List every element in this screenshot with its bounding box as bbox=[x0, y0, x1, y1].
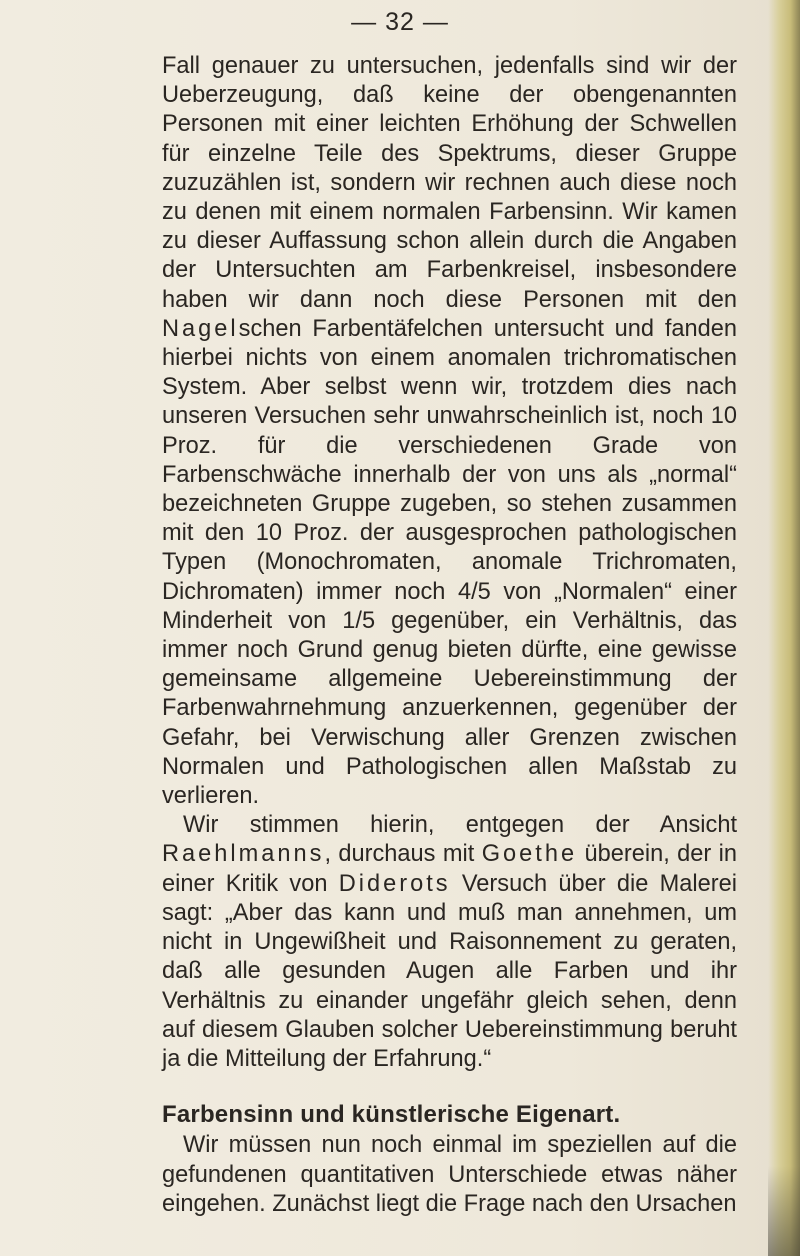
page-corner-shadow bbox=[768, 1166, 800, 1256]
name-raehlmann: Raehlmanns bbox=[162, 841, 325, 868]
page-edge-shadow bbox=[768, 0, 800, 1256]
fraction-one-fifth: 1/5 bbox=[342, 607, 376, 634]
name-goethe: Goethe bbox=[481, 841, 578, 868]
p1-part1: Fall genauer zu untersuchen, jedenfalls sind wir der Ueberzeugung, daß keine der obengenannten Personen mit einer leichten Erhöhung der Schwellen für einzelne Teile des Spektrums, dieser Gruppe zuzuzählen ist, sondern wir rechnen auch diese noch zu denen mit einem normalen Farbensinn. Wir kamen zu dieser Auffassung schon allein durch die Angaben der Untersuchten am Farbenkreisel, insbesondere haben wir dann noch diese Personen mit den bbox=[162, 53, 737, 313]
p2-part1: Wir stimmen hierin, entgegen der Ansicht bbox=[183, 812, 737, 839]
p2-part4: Versuch über die Malerei sagt: „Aber das kann und muß man annehmen, um nicht in Ungewißheit und Raisonnement zu geraten, daß alle gesunden Augen alle Farben und ihr Verhältnis zu einander ungefähr gleich sehen, denn auf diesem Glauben solcher Uebereinstimmung beruht ja die Mitteilung der Erfahrung.“ bbox=[162, 870, 737, 1072]
p1-part3: von „Normalen“ einer Minderheit von bbox=[162, 578, 737, 634]
body-text bbox=[162, 52, 737, 1219]
section-heading: Farbensinn und künstlerische Eigenart. bbox=[162, 1101, 621, 1129]
paragraph-3: Wir müssen nun noch einmal im speziellen auf die gefundenen quantitativen Unterschiede etwas näher eingehen. Zunächst liegt die Frage nach den Ursachen bbox=[162, 1132, 737, 1217]
fraction-four-fifths: 4/5 bbox=[458, 578, 491, 605]
paragraph-2 bbox=[162, 811, 737, 1074]
page-number: — 32 — bbox=[351, 8, 449, 36]
p1-part2: schen Farbentäfelchen untersucht und fanden hierbei nichts von einem anomalen trichromatischen System. Aber selbst wenn wir, trotzdem dies nach unseren Versuchen sehr unwahrscheinlich ist, noch 10 Proz. für die verschiedenen Grade von Farbenschwäche innerhalb der von uns als „normal“ bezeichneten Gruppe zugeben, so stehen zusammen mit den 10 Proz. der ausgesprochen pathologischen Typen (Monochromaten, anomale Trichromaten, Dichromaten) immer noch bbox=[162, 315, 737, 605]
p2-part3: überein, der in einer Kritik von bbox=[162, 841, 737, 897]
name-nagel: Nagel bbox=[162, 315, 239, 342]
paragraph-1 bbox=[162, 52, 737, 811]
p1-part4: gegenüber, ein Verhältnis, das immer noch Grund genug bieten dürfte, eine gewisse gemeinsame allgemeine Uebereinstimmung der Farbenwahrnehmung anzuerkennen, gegenüber der Gefahr, bei Verwischung aller Grenzen zwischen Normalen und Pathologischen allen Maßstab zu verlieren. bbox=[162, 607, 738, 810]
name-diderot: Diderots bbox=[338, 870, 451, 897]
p2-part2: , durchaus mit bbox=[324, 841, 482, 868]
